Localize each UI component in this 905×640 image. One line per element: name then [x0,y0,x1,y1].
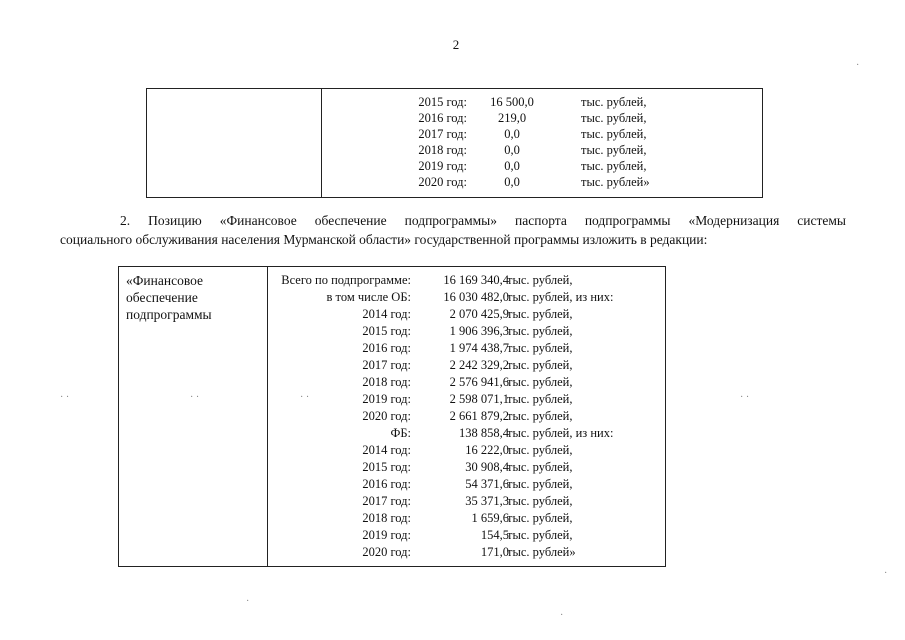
amount-cell: 2 661 879,2 [449,409,509,423]
unit-cell: тыс. рублей, [507,409,573,423]
funding-table-new [118,266,666,567]
page-number: 2 [452,37,460,52]
year-cell: 2014 год: [362,307,411,321]
amount-cell: 138 858,4 [459,426,509,440]
unit-cell: тыс. рублей, [581,111,647,125]
year-cell: 2018 год: [418,143,467,157]
unit-cell: тыс. рублей» [507,545,576,559]
unit-cell: тыс. рублей, [507,460,573,474]
year-cell: 2015 год: [362,324,411,338]
unit-cell: тыс. рублей, [507,307,573,321]
unit-cell: тыс. рублей, [507,443,573,457]
amount-cell: 16 500,0 [490,95,534,109]
amount-cell: 219,0 [497,111,527,125]
amount-cell: 2 242 329,2 [449,358,509,372]
amount-cell: 16 222,0 [465,443,509,457]
year-cell: 2017 год: [362,358,411,372]
year-cell: 2018 год: [362,511,411,525]
scan-speck: · · [300,392,310,403]
year-cell: 2015 год: [362,460,411,474]
amendment-paragraph [60,211,846,249]
amount-cell: 16 169 340,4 [443,273,509,287]
amount-cell: 1 906 396,3 [449,324,509,338]
year-cell: 2016 год: [418,111,467,125]
year-cell: 2020 год: [362,545,411,559]
unit-cell: тыс. рублей, из них: [507,426,614,440]
amount-cell: 1 974 438,7 [449,341,509,355]
table-divider [267,267,268,566]
year-cell: 2016 год: [362,341,411,355]
unit-cell: тыс. рублей, [507,392,573,406]
amount-cell: 2 576 941,6 [449,375,509,389]
amount-cell: 0,0 [504,159,520,173]
year-cell: Всего по подпрограмме: [281,273,411,287]
amount-cell: 0,0 [504,175,520,189]
year-cell: 2019 год: [362,528,411,542]
funding-table-previous [146,88,763,198]
section-label [126,272,261,323]
label-line: подпрограммы [126,307,212,322]
label-line: «Финансовое [126,273,204,288]
year-cell: 2017 год: [362,494,411,508]
label-line: обеспечение [126,290,198,305]
unit-cell: тыс. рублей, [581,159,647,173]
amount-cell: 154,5 [480,528,509,542]
scan-speck: · · [190,392,200,403]
amount-cell: 30 908,4 [465,460,509,474]
unit-cell: тыс. рублей, [507,341,573,355]
year-cell: 2017 год: [418,127,467,141]
unit-cell: тыс. рублей, [507,477,573,491]
year-cell: в том числе ОБ: [326,290,411,304]
scan-speck: · [560,610,564,621]
unit-cell: тыс. рублей, [507,273,573,287]
amount-cell: 16 030 482,0 [443,290,509,304]
unit-cell: тыс. рублей, [507,375,573,389]
unit-cell: тыс. рублей» [581,175,650,189]
amount-cell: 1 659,6 [471,511,509,525]
table-divider [321,89,322,197]
year-cell: 2019 год: [418,159,467,173]
amount-cell: 35 371,3 [465,494,509,508]
scan-speck: · [884,568,888,579]
unit-cell: тыс. рублей, [507,358,573,372]
unit-cell: тыс. рублей, [581,127,647,141]
unit-cell: тыс. рублей, [507,324,573,338]
amount-cell: 2 598 071,1 [449,392,509,406]
unit-cell: тыс. рублей, [581,95,647,109]
amount-cell: 2 070 425,9 [449,307,509,321]
scan-speck: · [856,60,860,71]
amount-cell: 171,0 [480,545,509,559]
unit-cell: тыс. рублей, [507,528,573,542]
scan-speck: · · [740,392,750,403]
paragraph-line: социального обслуживания населения Мурманской области» государственной программы изложить в редакции: [60,232,708,247]
year-cell: 2016 год: [362,477,411,491]
scan-speck: · [246,596,250,607]
amount-cell: 54 371,6 [465,477,509,491]
year-cell: 2018 год: [362,375,411,389]
amount-cell: 0,0 [504,127,520,141]
amount-cell: 0,0 [504,143,520,157]
scan-speck: · · [60,392,70,403]
year-cell: 2014 год: [362,443,411,457]
paragraph-line: 2. Позицию «Финансовое обеспечение подпрограммы» паспорта подпрограммы «Модернизация системы [120,213,846,228]
unit-cell: тыс. рублей, [507,494,573,508]
year-cell: 2019 год: [362,392,411,406]
year-cell: ФБ: [390,426,411,440]
unit-cell: тыс. рублей, [581,143,647,157]
unit-cell: тыс. рублей, из них: [507,290,614,304]
unit-cell: тыс. рублей, [507,511,573,525]
year-cell: 2015 год: [418,95,467,109]
year-cell: 2020 год: [362,409,411,423]
year-cell: 2020 год: [418,175,467,189]
